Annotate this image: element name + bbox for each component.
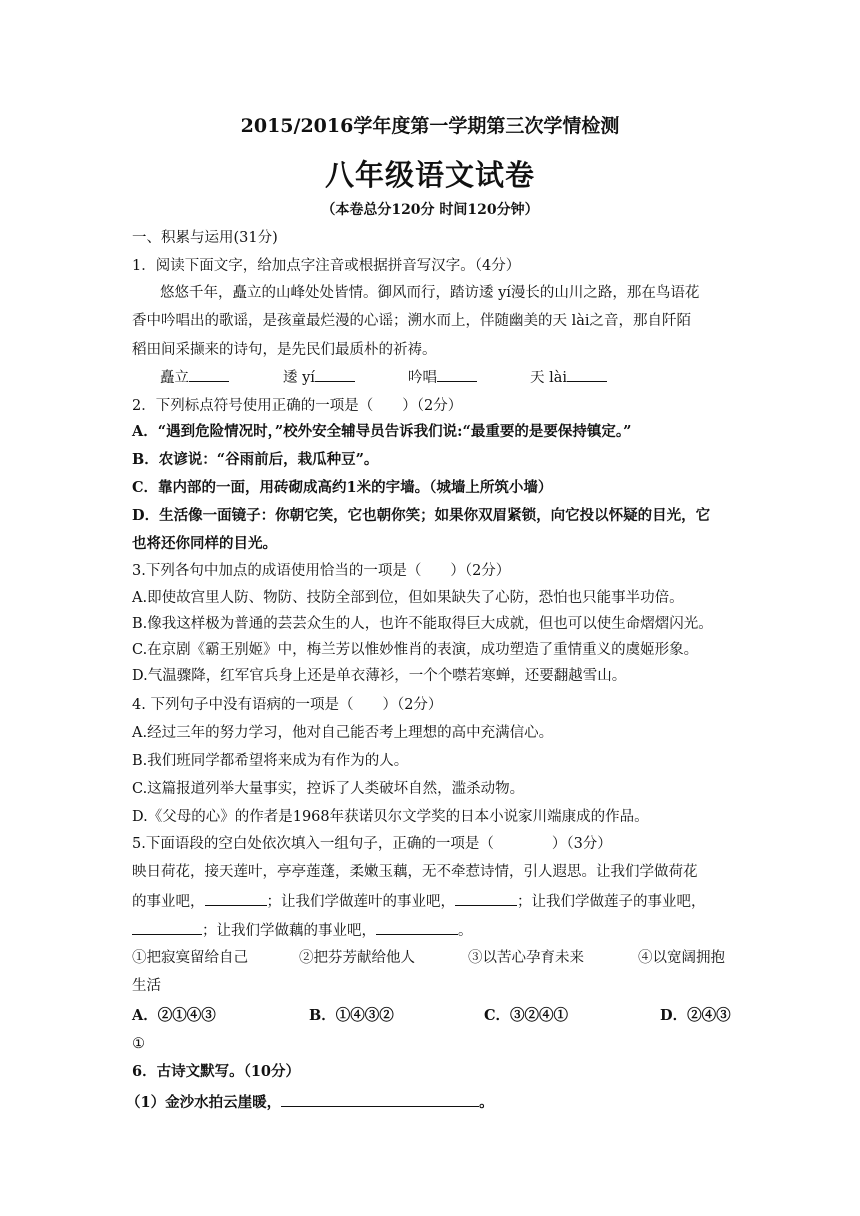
answer-blank[interactable] [315,367,355,382]
q5-text: ；让我们学做莲子的事业吧， [517,894,706,910]
answer-blank[interactable] [437,367,477,382]
q6-stem: 6．古诗文默写。（10分） [132,1063,301,1080]
q5-paragraph-line [132,891,706,912]
q2-stem: 2．下列标点符号使用正确的一项是（ ）（2分） [132,398,463,414]
q5-sentence-4: ④以宽阔拥抱 [638,950,725,966]
q5-option-a: A．②①④③ [132,1007,216,1024]
q2-option-c: C．靠内部的一面，用砖砌成高约1米的宇墙。（城墙上所筑小墙） [132,479,553,496]
exam-subject-title: 八年级语文试卷 [324,158,535,192]
q2-option-d-cont: 也将还你同样的目光。 [132,535,277,552]
q4-stem: 4. 下列句子中没有语病的一项是（ ）（2分） [132,697,443,713]
q1-paragraph-line: 稻田间采撷来的诗句，是先民们最质朴的祈祷。 [132,342,437,358]
answer-blank[interactable] [189,367,229,382]
q4-option-c: C.这篇报道列举大量事实，控诉了人类破坏自然，滥杀动物。 [132,781,525,797]
q5-option-b: B．①④③② [309,1007,394,1024]
exam-title: 2015/2016学年度第一学期第三次学情检测 [240,115,620,137]
q4-option-d: D.《父母的心》的作者是1968年获诺贝尔文学奖的日本小说家川端康成的作品。 [132,809,649,825]
answer-blank[interactable] [281,1092,479,1107]
q3-stem: 3.下列各句中加点的成语使用恰当的一项是（ ）（2分） [132,563,511,579]
q6-item-text: 。 [479,1094,494,1111]
q1-paragraph-line: 悠悠千年，矗立的山峰处处皆情。御风而行，踏访逶 yí漫长的山川之路，那在鸟语花 [160,285,700,301]
q3-option-b: B.像我这样极为普通的芸芸众生的人，也许不能取得巨大成就，但也可以使生命熠熠闪光。 [132,616,713,632]
answer-blank[interactable] [376,920,458,935]
q4-option-b: B.我们班同学都希望将来成为有作为的人。 [132,753,409,769]
q5-sentence-1: ①把寂寞留给自己 [132,950,248,966]
exam-note: （本卷总分120分 时间120分钟） [321,202,539,218]
q4-option-a: A.经过三年的努力学习，他对自己能否考上理想的高中充满信心。 [132,725,554,741]
answer-blank[interactable] [132,920,202,935]
q5-sentence-3: ③以苦心孕育未来 [468,950,584,966]
q6-item-1 [126,1092,494,1113]
answer-blank[interactable] [455,891,517,906]
q5-sentence-2: ②把芬芳献给他人 [299,950,415,966]
q1-blank-item [408,367,477,388]
q3-option-d: D.气温骤降，红军官兵身上还是单衣薄衫，一个个噤若寒蝉，还要翻越雪山。 [132,668,627,684]
q1-paragraph-line: 香中吟唱出的歌谣，是孩童最烂漫的心谣；溯水而上，伴随幽美的天 lài之音，那自阡陌 [132,313,692,329]
q1-blank-item [160,367,229,388]
q5-paragraph-line: 映日荷花，接天莲叶，亭亭莲蓬，柔嫩玉藕，无不牵惹诗情，引人遐思。让我们学做荷花 [132,864,698,880]
q5-text: ；让我们学做莲叶的事业吧， [266,894,455,910]
q5-sentence-4-cont: 生活 [132,978,161,994]
q1-blank-label: 天 lài [530,370,568,386]
q5-stem: 5.下面语段的空白处依次填入一组句子，正确的一项是（ ）（3分） [132,836,612,852]
q5-text: ；让我们学做藕的事业吧， [202,923,376,939]
q3-option-c: C.在京剧《霸王别姬》中，梅兰芳以惟妙惟肖的表演，成功塑造了重情重义的虞姬形象。 [132,642,699,658]
q5-paragraph-line [132,920,473,941]
q5-option-c: C．③②④① [484,1007,569,1024]
q2-option-d: D．生活像一面镜子：你朝它笑，它也朝你笑；如果你双眉紧锁，向它投以怀疑的目光，它 [132,507,711,524]
q1-blank-label: 逶 yí [283,370,315,386]
answer-blank[interactable] [567,367,607,382]
q1-blank-item [530,367,607,388]
q6-item-text: （1）金沙水拍云崖暖， [126,1094,282,1111]
q5-option-d: D．②④③ [660,1007,731,1024]
section-heading: 一、积累与运用(31分) [132,230,278,246]
q1-blank-label: 吟唱 [408,370,437,386]
q5-text: 的事业吧， [132,894,205,910]
q1-blank-item [283,367,355,388]
q2-option-a: A．“遇到危险情况时，”校外安全辅导员告诉我们说:“最重要的是要保持镇定。” [132,423,632,440]
q2-option-b: B．农谚说：“谷雨前后，栽瓜种豆”。 [132,451,379,468]
q1-blank-label: 矗立 [160,370,189,386]
answer-blank[interactable] [205,891,267,906]
q1-stem: 1．阅读下面文字，给加点字注音或根据拼音写汉字。（4分） [132,258,521,274]
q5-option-d-cont: ① [132,1036,145,1052]
q3-option-a: A.即使故宫里人防、物防、技防全部到位，但如果缺失了心防，恐怕也只能事半功倍。 [132,590,684,606]
q5-text: 。 [458,923,473,939]
